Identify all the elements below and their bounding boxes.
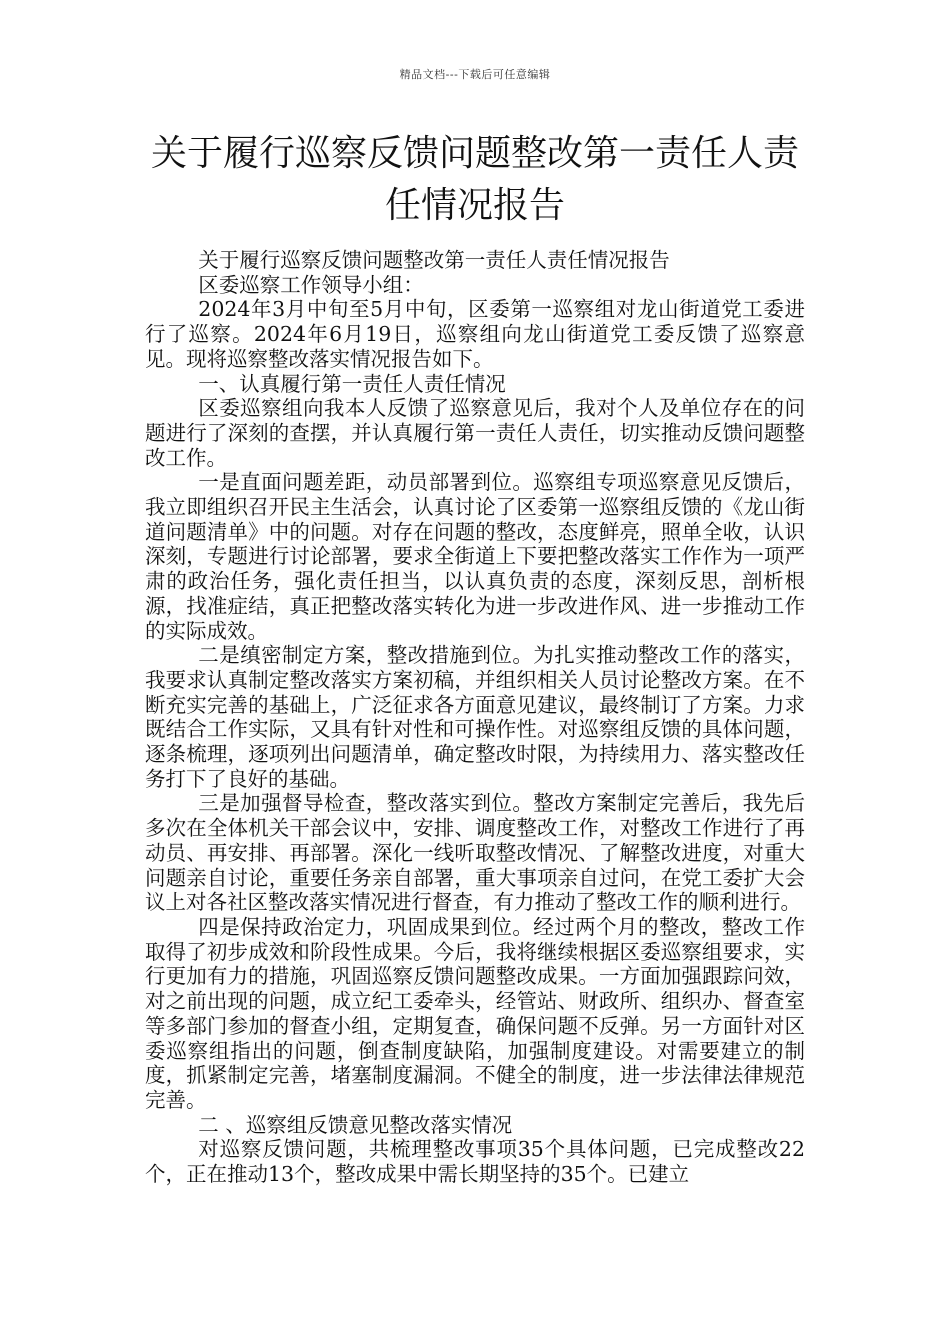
paragraph: 三是加强督导检查，整改落实到位。整改方案制定完善后，我先后多次在全体机关干部会议中，安排、调度整改工作，对整改工作进行了再动员、再安排、再部署。深化一线听取整改情况、了解整改进度，对重大问题亲自讨论，重要任务亲自部署，重大事项亲自过问，在党工委扩大会议上对各社区整改落实情况进行督查，有力推动了整改工作的顺利进行。	[145, 791, 805, 915]
header-note: 精品文档---下载后可任意编辑	[399, 68, 551, 81]
section-heading-1: 一、认真履行第一责任人责任情况	[198, 371, 506, 396]
paragraph: 二是缜密制定方案，整改措施到位。为扎实推动整改工作的落实，我要求认真制定整改落实方案初稿，并组织相关人员讨论整改方案。在不断充实完善的基础上，广泛征求各方面意见建议，最终制订了方案。力求既结合工作实际，又具有针对性和可操作性。对巡察组反馈的具体问题，逐条梳理，逐项列出问题清单，确定整改时限，为持续用力、落实整改任务打下了良好的基础。	[145, 643, 805, 791]
document-title: 关于履行巡察反馈问题整改第一责任人责任情况报告	[150, 133, 799, 226]
paragraph: 一是直面问题差距，动员部署到位。巡察组专项巡察意见反馈后，我立即组织召开民主生活会，认真讨论了区委第一巡察组反馈的《龙山街道问题清单》中的问题。对存在问题的整改，态度鲜亮，照单全收，认识深刻，专题进行讨论部署，要求全街道上下要把整改落实工作作为一项严肃的政治任务，强化责任担当，以认真负责的态度，深刻反思，剖析根源，找准症结，真正把整改落实转化为进一步改进作风、进一步推动工作的实际成效。	[145, 470, 805, 643]
paragraph-intro: 2024年3月中旬至5月中旬，区委第一巡察组对龙山街道党工委进行了巡察。2024年6月19日，巡察组向龙山街道党工委反馈了巡察意见。现将巡察整改落实情况报告如下。	[145, 297, 805, 371]
paragraph-report-name: 关于履行巡察反馈问题整改第一责任人责任情况报告	[198, 248, 670, 272]
paragraph-salutation: 区委巡察工作领导小组：	[198, 272, 424, 297]
document-body	[145, 248, 805, 1187]
paragraph: 区委巡察组向我本人反馈了巡察意见后，我对个人及单位存在的问题进行了深刻的查摆，并认真履行第一责任人责任，切实推动反馈问题整改工作。	[145, 396, 805, 470]
section-heading-2: 二 、巡察组反馈意见整改落实情况	[198, 1112, 513, 1137]
paragraph: 四是保持政治定力，巩固成果到位。经过两个月的整改，整改工作取得了初步成效和阶段性成果。今后，我将继续根据区委巡察组要求，实行更加有力的措施，巩固巡察反馈问题整改成果。一方面加强跟踪问效，对之前出现的问题，成立纪工委牵头，经管站、财政所、组织办、督查室等多部门参加的督查小组，定期复查，确保问题不反弹。另一方面针对区委巡察组指出的问题，倒查制度缺陷，加强制度建设。对需要建立的制度，抓紧制定完善，堵塞制度漏洞。不健全的制度，进一步法律法律规范完善。	[145, 914, 805, 1112]
paragraph: 对巡察反馈问题，共梳理整改事项35个具体问题，已完成整改22个，正在推动13个，整改成果中需长期坚持的35个。已建立	[145, 1137, 805, 1187]
